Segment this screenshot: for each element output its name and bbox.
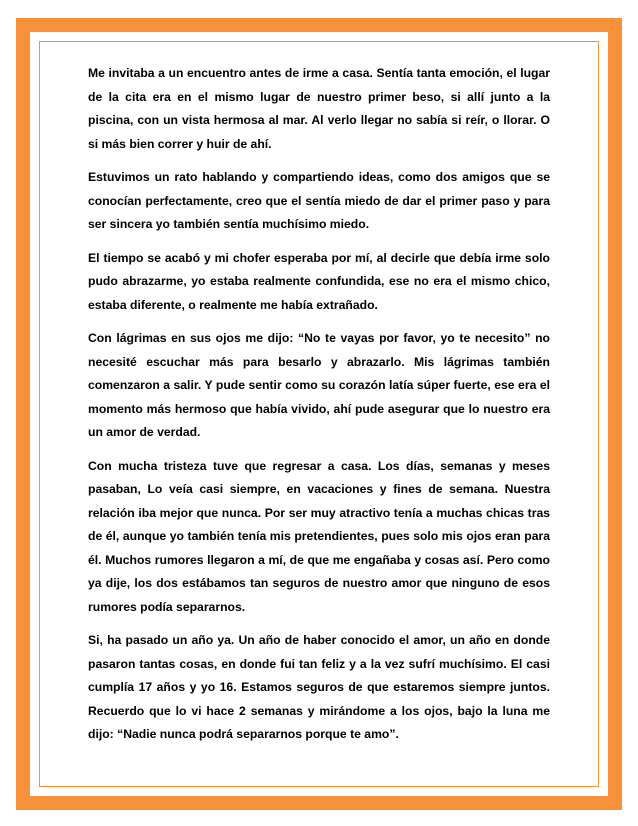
paragraph: Si, ha pasado un año ya. Un año de haber conocido el amor, un año en donde pasaron tantas cosas, en donde fui tan feliz y a la vez sufrí muchísimo. El casi cumplía 17 años y yo 16. Estamos seguros de que estaremos siempre juntos. Recuerdo que lo vi hace 2 semanas y mirándome a los ojos, bajo la luna me dijo: “Nadie nunca podrá separarnos porque te amo”.	[88, 633, 550, 741]
paragraph: Estuvimos un rato hablando y compartiendo ideas, como dos amigos que se conocían perfectamente, creo que el sentía miedo de dar el primer paso y para ser sincera yo también sentía muchísimo miedo.	[88, 170, 550, 231]
paragraph: Me invitaba a un encuentro antes de irme a casa. Sentía tanta emoción, el lugar de la cita era en el mismo lugar de nuestro primer beso, si allí junto a la piscina, con un vista hermosa al mar. Al verlo llegar no sabía si reír, o llorar. O si más bien correr y huir de ahí.	[88, 66, 550, 151]
document-body	[88, 62, 550, 757]
paragraph: Con mucha tristeza tuve que regresar a casa. Los días, semanas y meses pasaban, Lo veía casi siempre, en vacaciones y fines de semana. Nuestra relación iba mejor que nunca. Por ser muy atractivo tenía a muchas chicas tras de él, aunque yo también tenía mis pretendientes, pues solo mis ojos eran para él. Muchos rumores llegaron a mí, de que me engañaba y cosas así. Pero como ya dije, los dos estábamos tan seguros de nuestro amor que ninguno de esos rumores podía separarnos.	[88, 458, 550, 614]
paragraph: El tiempo se acabó y mi chofer esperaba por mí, al decirle que debía irme solo pudo abrazarme, yo estaba realmente confundida, ese no era el mismo chico, estaba diferente, o realmente me había extrañado.	[88, 250, 550, 312]
paragraph: Con lágrimas en sus ojos me dijo: “No te vayas por favor, yo te necesito” no necesité escuchar más para besarlo y abrazarlo. Mis lágrimas también comenzaron a salir. Y pude sentir como su corazón latía súper fuerte, ese era el momento más hermoso que había vivido, ahí pude asegurar que lo nuestro era un amor de verdad.	[88, 331, 550, 439]
